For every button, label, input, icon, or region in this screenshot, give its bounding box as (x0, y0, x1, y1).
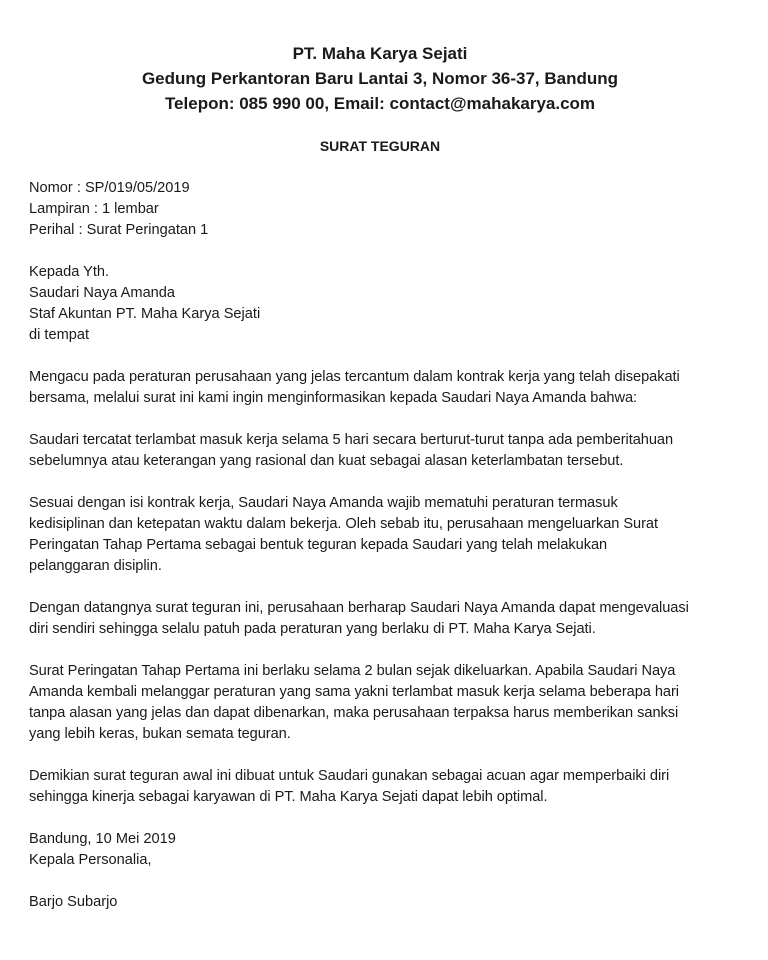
company-name: PT. Maha Karya Sejati (292, 44, 468, 63)
spacer (29, 409, 744, 430)
closing-signer-title: Kepala Personalia, (29, 852, 152, 868)
paragraph-line: diri sendiri sehingga selalu patuh pada peraturan yang berlaku di PT. Maha Karya Sejati. (29, 621, 596, 637)
paragraph-line: Dengan datangnya surat teguran ini, perusahaan berharap Saudari Naya Amanda dapat mengevaluasi (29, 600, 689, 616)
letterhead (0, 41, 760, 116)
paragraph-line: Sesuai dengan isi kontrak kerja, Saudari Naya Amanda wajib mematuhi peraturan termasuk (29, 495, 618, 511)
spacer (29, 241, 744, 262)
paragraph-line: Surat Peringatan Tahap Pertama ini berlaku selama 2 bulan sejak dikeluarkan. Apabila Saudari Naya (29, 663, 676, 679)
recipient-block (29, 262, 744, 346)
paragraph-line: Mengacu pada peraturan perusahaan yang jelas tercantum dalam kontrak kerja yang telah disepakati (29, 369, 680, 385)
paragraph-line: yang lebih keras, bukan semata teguran. (29, 726, 291, 742)
paragraph-5 (29, 661, 744, 745)
spacer (29, 346, 744, 367)
spacer (29, 808, 744, 829)
paragraph-line: Amanda kembali melanggar peraturan yang sama yakni terlambat masuk kerja selama beberapa hari (29, 684, 679, 700)
recipient-location: di tempat (29, 327, 90, 343)
paragraph-line: bersama, melalui surat ini kami ingin menginformasikan kepada Saudari Naya Amanda bahwa: (29, 390, 638, 406)
closing-block (29, 829, 744, 913)
signature-space (29, 871, 744, 892)
paragraph-line: sebelumnya atau keterangan yang rasional dan kuat sebagai alasan keterlambatan tersebut. (29, 453, 624, 469)
paragraph-2 (29, 430, 744, 472)
company-contact: Telepon: 085 990 00, Email: contact@mahakarya.com (164, 94, 596, 113)
paragraph-line: pelanggaran disiplin. (29, 558, 162, 574)
paragraph-line: sehingga kinerja sebagai karyawan di PT. Maha Karya Sejati dapat lebih optimal. (29, 789, 548, 805)
recipient-salutation: Kepada Yth. (29, 264, 110, 280)
letter-title: SURAT TEGURAN (319, 138, 441, 154)
meta-perihal: Perihal : Surat Peringatan 1 (29, 222, 209, 238)
closing-signer-name: Barjo Subarjo (29, 894, 118, 910)
recipient-position: Staf Akuntan PT. Maha Karya Sejati (29, 306, 261, 322)
spacer (29, 745, 744, 766)
spacer (29, 640, 744, 661)
paragraph-1 (29, 367, 744, 409)
closing-place-date: Bandung, 10 Mei 2019 (29, 831, 176, 847)
paragraph-line: Demikian surat teguran awal ini dibuat untuk Saudari gunakan sebagai acuan agar memperbaiki diri (29, 768, 670, 784)
spacer (29, 472, 744, 493)
meta-lampiran: Lampiran : 1 lembar (29, 201, 159, 217)
letter-body (29, 178, 744, 913)
paragraph-6 (29, 766, 744, 808)
paragraph-3 (29, 493, 744, 577)
paragraph-line: tanpa alasan yang jelas dan dapat dibenarkan, maka perusahaan terpaksa harus memberikan sanksi (29, 705, 679, 721)
paragraph-line: Saudari tercatat terlambat masuk kerja selama 5 hari secara berturut-turut tanpa ada pemberitahuan (29, 432, 674, 448)
company-address: Gedung Perkantoran Baru Lantai 3, Nomor 36-37, Bandung (141, 69, 619, 88)
letter-meta (29, 178, 744, 241)
paragraph-line: Peringatan Tahap Pertama sebagai bentuk teguran kepada Saudari yang telah melakukan (29, 537, 608, 553)
paragraph-line: kedisiplinan dan ketepatan waktu dalam bekerja. Oleh sebab itu, perusahaan mengeluarkan Surat (29, 516, 658, 532)
recipient-name: Saudari Naya Amanda (29, 285, 176, 301)
meta-nomor: Nomor : SP/019/05/2019 (29, 180, 190, 196)
spacer (29, 577, 744, 598)
paragraph-4 (29, 598, 744, 640)
